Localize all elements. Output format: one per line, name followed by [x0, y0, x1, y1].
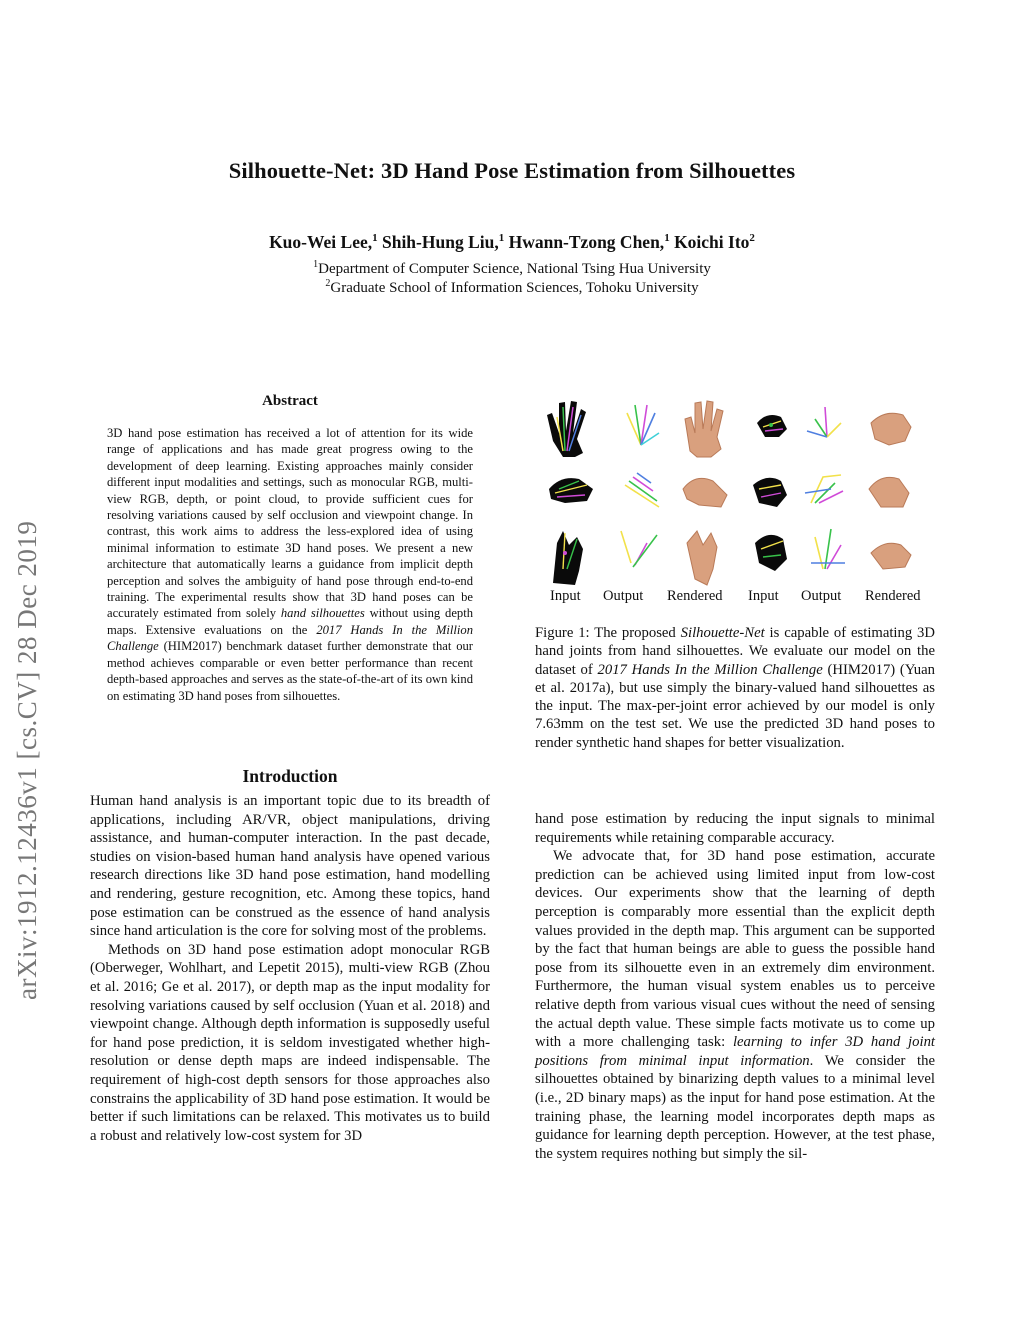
figure-column-label: Rendered — [667, 588, 723, 604]
abstract-heading: Abstract — [262, 393, 318, 409]
figure-1-image-grid — [535, 393, 935, 593]
author-affil-mark: 1 — [498, 232, 505, 245]
right-column-body — [535, 810, 935, 1163]
caption-emphasis: Silhouette-Net — [680, 625, 765, 641]
abstract-text-part: 3D hand pose estimation has received a lot of attention for its wide range of applications and has made great progress owing to the development of deep learning. Existing approaches mainly consider different input modalities and settings, such as monocular RGB, multi-view RGB, depth, or point cloud, to provide sufficient cues for resolving variations caused by self occlusion and viewpoint change. In contrast, this work aims to address the less-explored idea of using minimal information to estimate 3D hand poses. We present a new architecture that automatically learns a guidance from implicit depth perception and solves the ambiguity of hand pose through end-to-end training. The experimental results show that 3D hand poses can be accurately estimated from solely — [107, 426, 473, 621]
output-skeleton-icon — [627, 405, 659, 445]
rendered-hand-icon — [871, 413, 911, 445]
author-name: Shih-Hung Liu, — [381, 232, 499, 252]
input-silhouette-icon — [553, 531, 583, 585]
affiliation-mark: 2 — [325, 278, 331, 289]
caption-text-part: Figure 1: The proposed — [535, 625, 681, 641]
left-column-body — [90, 792, 490, 1145]
arxiv-identifier: arXiv:1912.12436v1 [cs.CV] 28 Dec 2019 — [12, 520, 42, 1000]
affiliation-1 — [0, 259, 1024, 278]
figure-column-label: Rendered — [865, 588, 921, 604]
caption-emphasis: 2017 Hands In the Million Challenge — [597, 661, 823, 678]
input-silhouette-icon — [753, 478, 787, 507]
rendered-hand-icon — [687, 531, 717, 585]
paragraph: Methods on 3D hand pose estimation adopt monocular RGB (Oberweger, Wohlhart, and Lepetit 2015), multi-view RGB (Zhou et al. 2016; Ge et al. 2017), or depth map as the input modality for resolving variations caused by self occlusion (Yuan et al. 2018) and viewpoint change. Although depth information is supposedly useful for hand pose prediction, it is seldom investigated whether high-resolution or dense depth maps are indeed indispensable. The requirement of high-cost depth sensors for those approaches also constrains the applicability of 3D hand pose estimation. It would be better if such limitations can be relaxed. This motivates us to build a robust and relatively low-cost system for 3D — [90, 941, 490, 1144]
figure-1-caption — [535, 624, 935, 752]
affiliation-text: Department of Computer Science, National Tsing Hua University — [318, 261, 711, 277]
paragraph-text-part: We advocate that, for 3D hand pose estimation, accurate prediction can be achieved using limited input from low-cost devices. Our experiments show that the learning of depth perception is comparably more essential than the explicit depth values provided in the depth map. This argument can be supported by the fact that human beings are able to guess the possible hand pose from its silhouette even in an extremely dim environment. Furthermore, the human visual system enables us to perceive relative depth from various visual cues without the need of sensing the actual depth value. These simple facts motivate us to come up with a more challenging task: — [535, 848, 935, 1051]
author-name: Hwann-Tzong Chen, — [508, 232, 665, 252]
paragraph-emphasis: learning to infer 3D hand joint positions from minimal input information — [535, 1034, 935, 1069]
abstract-emphasis: hand silhouettes — [280, 606, 365, 621]
paragraph-text-part: . We consider the silhouettes obtained by binarizing depth values to a minimal level (i.e., 2D binary maps) as the input for hand pose estimation. At the training phase, the learning model incorporates depth maps as guidance for learning depth perception. However, at the test phase, the system requires nothing but simply the sil- — [535, 1052, 935, 1162]
author-name: Koichi Ito — [674, 232, 750, 252]
figure-column-label: Output — [603, 588, 644, 604]
abstract-text-part: without using depth maps. Extensive evaluations on the — [107, 606, 473, 637]
paper-title: Silhouette-Net: 3D Hand Pose Estimation from Silhouettes — [228, 158, 796, 183]
input-silhouette-icon — [547, 401, 586, 457]
author-affil-mark: 1 — [664, 232, 670, 245]
output-skeleton-icon — [625, 473, 659, 507]
rendered-hand-icon — [683, 478, 727, 507]
affiliation-2 — [0, 278, 1024, 297]
figure-column-label: Input — [748, 588, 779, 604]
figure-column-label: Input — [550, 588, 581, 604]
output-skeleton-icon — [805, 475, 843, 503]
abstract-emphasis: 2017 Hands In the Million Challenge — [107, 622, 473, 654]
affiliation-mark: 1 — [313, 259, 319, 270]
abstract-text-part: (HIM2017) benchmark dataset further demonstrate that our method achieves comparable or even better performance than recent depth-based approaches and serves as the state-of-the-art of its own kind on estimating 3D hand poses from silhouettes. — [107, 639, 473, 703]
affiliation-text: Graduate School of Information Sciences, Tohoku University — [330, 280, 699, 296]
rendered-hand-icon — [685, 401, 723, 457]
input-silhouette-icon — [549, 478, 593, 503]
abstract-body — [107, 425, 473, 704]
input-silhouette-icon — [757, 415, 787, 437]
author-affil-mark: 1 — [372, 232, 378, 245]
output-skeleton-icon — [811, 529, 845, 569]
author-affil-mark: 2 — [749, 232, 755, 245]
paragraph: hand pose estimation by reducing the input signals to minimal requirements while retaining comparable accuracy. — [535, 811, 935, 846]
rendered-hand-icon — [869, 477, 909, 507]
paragraph: Human hand analysis is an important topic due to its breadth of applications, including AR/VR, object manipulations, driving assistance, and human-computer interaction. In the past decade, studies on vision-based human hand analysis have opened various research directions like 3D hand pose estimation, hand modelling and rendering, gesture recognition, etc. Among these topics, hand pose estimation can be construed as the essence of hand analysis since hand articulation is the core for solving most of the problems. — [90, 793, 490, 940]
caption-text-part: (HIM2017) (Yuan et al. 2017a), but use simply the binary-valued hand silhouettes as the input. The max-per-joint error achieved by our model is only 7.63mm on the test set. We use the predicted 3D hand poses to render synthetic hand shapes for better visualization. — [535, 661, 936, 751]
paragraph — [535, 847, 935, 1163]
author-list — [0, 232, 1024, 253]
input-silhouette-icon — [755, 535, 787, 571]
caption-text-part: is capable of estimating 3D hand joints from hand silhouettes. We evaluate our model on the dataset of — [535, 625, 936, 678]
output-skeleton-icon — [807, 407, 841, 437]
output-skeleton-icon — [621, 531, 657, 567]
rendered-hand-icon — [871, 543, 911, 569]
introduction-heading: Introduction — [242, 766, 338, 786]
author-name: Kuo-Wei Lee, — [269, 232, 373, 252]
figure-column-label: Output — [801, 588, 842, 604]
